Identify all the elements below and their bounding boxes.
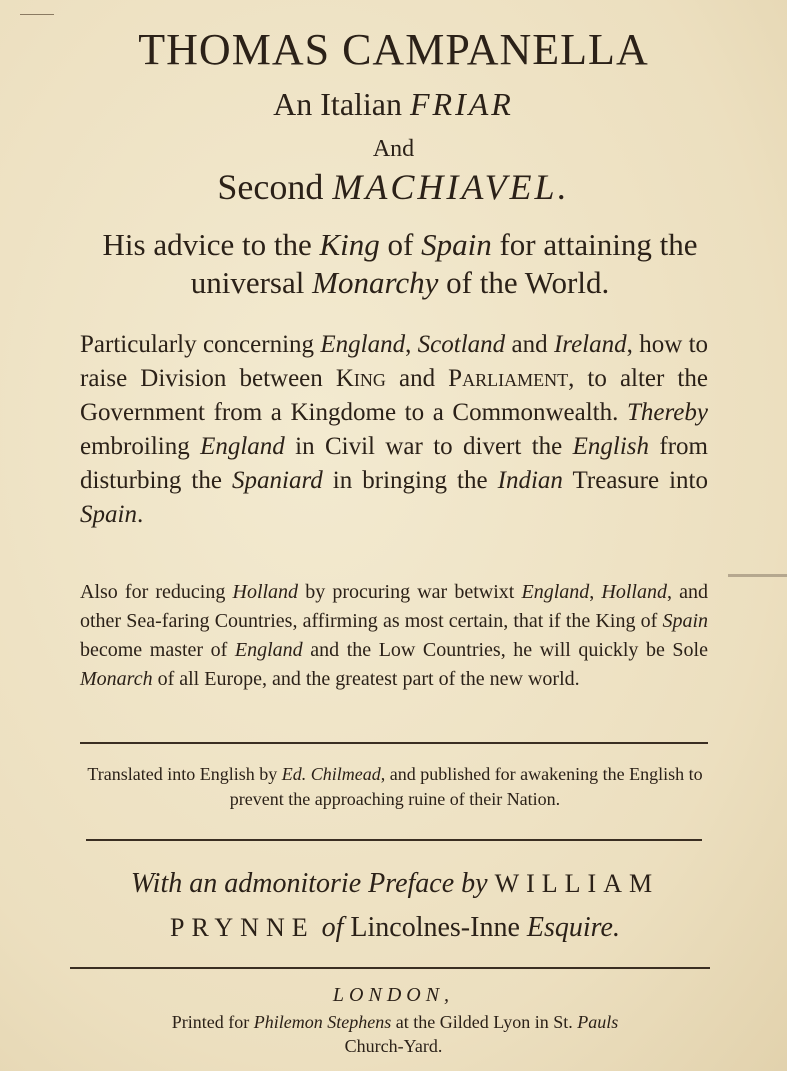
partic-text: from disturbing the [80,433,708,494]
partic-text: embroiling [80,433,201,460]
author-heading: THOMAS CAMPANELLA [138,25,649,74]
imprint-text: Printed for [171,1012,254,1032]
partic-italic: Spain [80,501,137,528]
margin-smudge [728,574,787,577]
partic-italic: Indian [497,467,563,494]
preface-text: With an admonitorie Preface by [130,868,495,899]
partic-smallcaps: Parliament [448,365,569,392]
partic-text: and [385,365,449,392]
also-text: and the Low Countries, he will quickly be Sole [302,639,708,661]
advice-text: for attaining the universal [190,227,698,300]
also-text: become master of [80,639,235,661]
partic-text: , to alter the Government from a Kingdome to a Commonwealth. [80,365,708,426]
advice-king: King [319,227,380,262]
friar-word: FRIAR [410,86,514,122]
advice-monarchy: Monarchy [312,265,439,300]
partic-italic: Ireland [553,331,627,358]
also-italic: Holland [232,581,299,603]
advice-paragraph [60,226,740,302]
translated-paragraph [70,762,720,812]
preface-esquire: Esquire. [526,912,620,943]
transl-text: , and published for awakening the English to prevent the approaching ruine of their Nation. [229,764,703,809]
and-line: And [372,136,415,162]
also-text: of all Europe, and the greatest part of the new world. [152,668,580,690]
subtitle-friar-text: An Italian [273,86,410,122]
also-text: , [589,581,602,603]
also-italic: Monarch [80,668,153,690]
advice-text: of the World. [438,265,610,300]
imprint-pauls: Pauls [577,1012,619,1032]
partic-italic: Scotland [417,331,506,358]
divider-rule [70,967,710,969]
partic-text: Particularly concerning [80,331,321,358]
machiavel-word: MACHIAVEL. [332,167,570,207]
advice-text: of [379,227,422,262]
corner-mark [20,14,54,15]
partic-text: in bringing the [322,467,498,494]
divider-rule [80,742,708,744]
partic-text: and [505,331,554,358]
subtitle-friar [40,86,747,123]
transl-text: Translated into English by [87,764,282,784]
advice-text: His advice to the [102,227,320,262]
preface-paragraph [60,862,730,950]
subtitle-machiavel [40,166,747,208]
also-text: by procuring war betwixt [298,581,522,603]
imprint-church: Church-Yard. [344,1036,443,1056]
partic-italic: England [320,331,406,358]
imprint-printed [90,1010,700,1034]
also-italic: England [521,581,590,603]
partic-italic: English [572,433,650,460]
also-italic: England [234,639,303,661]
partic-text: , how to raise Division between [80,331,709,392]
particularly-paragraph [80,328,708,532]
divider-rule [86,839,702,841]
imprint-text: at the Gilded Lyon in St. [391,1012,578,1032]
partic-text: . [136,501,144,528]
partic-italic: England [200,433,285,460]
imprint-london: LONDON, [332,984,455,1006]
partic-text: , [405,331,418,358]
also-paragraph [80,578,708,694]
second-word: Second [217,167,333,207]
preface-william: WILLIAM [494,869,660,898]
preface-prynne: PRYNNE [170,913,315,942]
partic-smallcaps: King [335,365,386,392]
partic-text: Treasure into [562,467,708,494]
also-text: Also for reducing [80,581,233,603]
preface-inne: Lincolnes-Inne [350,912,527,943]
also-italic: Spain [662,610,708,632]
also-italic: Holland [601,581,667,603]
translator-name: Ed. Chilmead [281,764,381,784]
partic-italic: Spaniard [232,467,323,494]
partic-text: in Civil war to divert the [284,433,573,460]
preface-of: of [314,912,351,943]
advice-spain: Spain [421,227,492,262]
partic-italic: Thereby [627,399,708,426]
also-text: , and other Sea-faring Countries, affirming as most certain, that if the King of [80,581,708,632]
imprint-printer: Philemon Stephens [253,1012,392,1032]
